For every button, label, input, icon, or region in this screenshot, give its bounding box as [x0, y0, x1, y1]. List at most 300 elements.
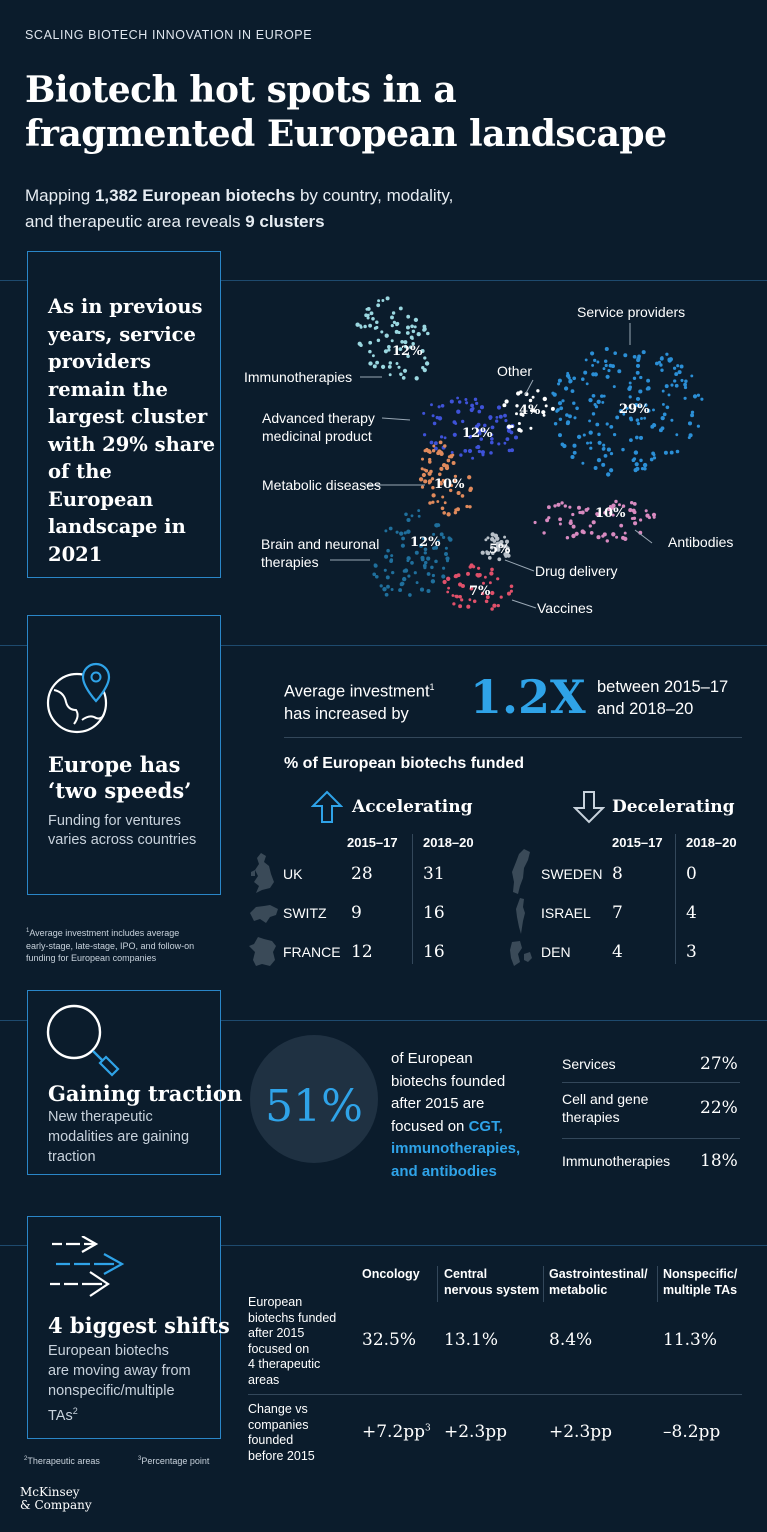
cluster-dot [592, 394, 596, 398]
cluster-dot [364, 313, 368, 317]
dec-col-2015: 2015–17 [612, 835, 663, 850]
cluster-dot [398, 588, 402, 592]
cluster-dot [543, 397, 547, 401]
cluster-dot [387, 348, 390, 351]
cluster-dot [492, 604, 496, 608]
cluster-dot [588, 419, 591, 422]
cluster-dot [646, 387, 649, 390]
cluster-dot [697, 425, 700, 428]
cluster-dot [451, 451, 454, 454]
cluster-dot [372, 354, 375, 357]
traction-3: after 2015 are [391, 1095, 485, 1112]
section2-sub-1: Funding for ventures [48, 813, 181, 829]
cluster-dot [569, 521, 573, 525]
cluster-dot [596, 361, 599, 364]
cluster-dot [416, 581, 419, 584]
cluster-dot [637, 355, 641, 359]
cluster-dot [444, 552, 448, 556]
cluster-dot [595, 423, 599, 427]
dec-country: ISRAEL [541, 905, 591, 921]
cluster-dot [490, 568, 494, 572]
cluster-dot [504, 442, 507, 445]
cluster-dot [604, 359, 607, 362]
cluster-dot [406, 331, 410, 335]
cluster-dot [635, 436, 639, 440]
cluster-dot [442, 580, 446, 584]
cluster-dot [467, 475, 471, 479]
cluster-dot [663, 413, 667, 417]
cluster-dot [664, 451, 668, 455]
shift-row1-label [248, 1295, 336, 1388]
cluster-dot [490, 591, 494, 595]
cluster-dot [368, 361, 372, 365]
cluster-dot [473, 600, 477, 604]
traction-row-value: 27% [700, 1054, 738, 1074]
cluster-dot [515, 412, 518, 415]
investment-value: 1.2X [470, 670, 586, 724]
cluster-dot [639, 436, 643, 440]
cluster-dot [439, 441, 443, 445]
cluster-dot [442, 567, 445, 570]
cluster-dot [497, 442, 500, 445]
cluster-dot [387, 345, 391, 349]
subtitle-bold-count: 1,382 European biotechs [94, 186, 296, 205]
cluster-dot [597, 458, 601, 462]
pct-drug: 5% [489, 542, 511, 557]
cluster-dot [630, 501, 633, 504]
cluster-dot [553, 504, 556, 507]
shift-column-header-1: Nonspecific/ [663, 1267, 738, 1281]
cluster-dot [572, 376, 576, 380]
cluster-dot [375, 361, 379, 365]
cluster-dot [432, 574, 435, 577]
cluster-dot [399, 372, 402, 375]
cluster-dot [423, 566, 426, 569]
cluster-dot [380, 330, 383, 333]
cluster-dot [503, 536, 506, 539]
cluster-dot [606, 375, 610, 379]
traction-rule [562, 1082, 740, 1083]
section4-sub-4-sup: 2 [72, 1406, 78, 1416]
traction-2: biotechs founded [391, 1072, 506, 1090]
dec-value-2015: 7 [612, 903, 623, 923]
cluster-dot [434, 560, 438, 564]
section2-subtitle [48, 812, 196, 850]
cluster-dot [463, 449, 467, 453]
label-vaccines: Vaccines [537, 600, 593, 616]
cluster-dot [660, 356, 663, 359]
cluster-dot [518, 422, 521, 425]
shift-column-header-1: Gastrointestinal/ [549, 1267, 648, 1281]
section2-sub-2: varies across countries [48, 832, 197, 848]
traction-rule [562, 1138, 740, 1139]
cluster-dot [440, 435, 443, 438]
cluster-dot [566, 536, 569, 539]
cluster-dot [632, 458, 636, 462]
cluster-dot [426, 332, 430, 336]
traction-row-label-1: Cell and gene [562, 1091, 649, 1107]
cluster-dot [434, 441, 438, 445]
cluster-dot [559, 522, 562, 525]
cluster-dot [442, 511, 446, 515]
cluster-dot [636, 397, 640, 401]
cluster-dot [475, 402, 478, 405]
cluster-dot [391, 339, 394, 342]
label-brain [261, 535, 379, 571]
inv-right-2: and 2018–20 [597, 700, 694, 718]
cluster-dot [386, 585, 390, 589]
section3-sub-3: traction [48, 1149, 96, 1165]
cluster-dot [697, 394, 700, 397]
cluster-dot [609, 425, 613, 429]
cluster-dot [639, 459, 642, 462]
cluster-dot [404, 513, 408, 517]
cluster-dot [368, 324, 372, 328]
cluster-dot [519, 429, 522, 432]
cluster-dot [396, 322, 400, 326]
cluster-dot [484, 538, 487, 541]
cluster-dot [381, 299, 384, 302]
cluster-dot [558, 401, 562, 405]
subtitle [25, 183, 453, 235]
cluster-dot [374, 327, 377, 330]
investment-period [597, 676, 728, 720]
cluster-dot [407, 575, 410, 578]
cluster-dot [665, 384, 669, 388]
cluster-dot [489, 572, 492, 575]
shift-row2-label-line: founded [248, 1433, 294, 1447]
cluster-dot [491, 532, 495, 536]
cluster-dot [423, 479, 427, 483]
cluster-dot [386, 575, 390, 579]
cluster-dot [623, 353, 627, 357]
label-service-providers: Service providers [577, 304, 686, 320]
cluster-dot [372, 572, 376, 576]
shift-column-header-2: nervous system [444, 1283, 540, 1297]
cluster-dot [586, 382, 589, 385]
cluster-dot [629, 395, 632, 398]
shift-change-sup: 3 [425, 1423, 431, 1434]
cluster-dot [566, 421, 570, 425]
cluster-dot [593, 359, 596, 362]
cluster-dot [397, 366, 400, 369]
cluster-dot [586, 442, 589, 445]
section3-title: Gaining traction [48, 1081, 243, 1106]
cluster-dot [597, 400, 601, 404]
cluster-dot [581, 529, 585, 533]
cluster-dot [490, 441, 494, 445]
footnote-3-sup: 3 [138, 1456, 142, 1462]
shift-column-divider [437, 1266, 438, 1302]
cluster-dot [568, 506, 571, 509]
cluster-dot [652, 513, 656, 517]
cluster-dot [423, 368, 427, 372]
traction-row-label [562, 1055, 616, 1073]
shift-column-divider [657, 1266, 658, 1302]
dec-country: DEN [541, 944, 571, 960]
cluster-dot [670, 451, 674, 455]
section2-title [48, 752, 191, 804]
cluster-dot [442, 463, 446, 467]
cluster-dot [634, 450, 638, 454]
cluster-dot [627, 387, 631, 391]
cluster-dot [451, 594, 454, 597]
cluster-dot [422, 325, 426, 329]
cluster-dot [388, 365, 392, 369]
acc-value-2018: 31 [423, 864, 445, 884]
cluster-dot [447, 587, 450, 590]
cluster-dot [590, 531, 594, 535]
cluster-dot [615, 536, 618, 539]
cluster-dot [589, 524, 592, 527]
cluster-dot [402, 376, 406, 380]
footnote-1-line-2: early-stage, late-stage, IPO, and follow-on [26, 940, 195, 951]
cluster-dot [551, 407, 555, 411]
cluster-dot [453, 420, 457, 424]
cluster-dot [432, 449, 435, 452]
cluster-dot [614, 500, 617, 503]
label-antibodies: Antibodies [668, 534, 734, 550]
cluster-dot [641, 467, 644, 470]
cluster-dot [468, 449, 472, 453]
cluster-dot [629, 382, 632, 385]
cluster-dot [606, 422, 609, 425]
cluster-dot [371, 317, 375, 321]
cluster-dot [613, 385, 616, 388]
cluster-dot [636, 364, 640, 368]
cluster-dot [411, 514, 414, 517]
cluster-dot [676, 450, 680, 454]
shift-arrows-icon [46, 1236, 130, 1302]
shift-row2-label-line: before 2015 [248, 1448, 315, 1463]
cluster-dot [598, 441, 602, 445]
cluster-dot [591, 364, 594, 367]
cluster-dot [368, 350, 372, 354]
section3-sub-2: modalities are gaining [48, 1129, 190, 1145]
footnote-2-text: Therapeutic areas [27, 1456, 100, 1466]
cluster-dot [421, 467, 424, 470]
acc-col-2015: 2015–17 [347, 835, 398, 850]
cluster-dot [414, 318, 418, 322]
cluster-dot [496, 416, 499, 419]
cluster-dot [624, 532, 627, 535]
cluster-dot [465, 401, 468, 404]
cluster-dot [559, 406, 563, 410]
cluster-dot [377, 339, 380, 342]
cluster-dot [389, 361, 392, 364]
cluster-dot [503, 414, 507, 418]
cluster-dot [428, 501, 432, 505]
leader-line [512, 600, 536, 608]
shift-row1-label-line: areas [248, 1372, 280, 1387]
cluster-dot [446, 591, 449, 594]
cluster-dot [545, 404, 548, 407]
cluster-dot [570, 455, 574, 459]
cluster-dot [423, 468, 426, 471]
cluster-dot [684, 379, 687, 382]
cluster-dot [675, 433, 678, 436]
cluster-dot [585, 358, 588, 361]
cluster-dot [471, 457, 474, 460]
cluster-dot [514, 435, 518, 439]
cluster-dot [403, 369, 407, 373]
cluster-dot [609, 468, 613, 472]
cluster-dot [376, 303, 380, 307]
subtitle-pre: Mapping [25, 186, 95, 205]
cluster-dot [441, 574, 445, 578]
cluster-dot [433, 422, 437, 426]
cluster-dot [680, 379, 683, 382]
cluster-dot [391, 571, 394, 574]
cluster-dot [485, 599, 489, 603]
cluster-dot [499, 415, 503, 419]
cluster-dot [635, 462, 639, 466]
pct-brain: 12% [410, 535, 441, 550]
cluster-dot [443, 444, 446, 447]
cluster-dot [604, 454, 608, 458]
label-brain-1: Brain and neuronal [261, 536, 380, 552]
cluster-dot [607, 448, 611, 452]
cluster-dot [662, 390, 665, 393]
cluster-dot [410, 561, 414, 565]
cluster-dot [529, 399, 532, 402]
cluster-dot [427, 472, 431, 476]
cluster-dot [560, 501, 563, 504]
cluster-dot [406, 315, 410, 319]
label-other: Other [497, 363, 533, 379]
cluster-dot [399, 306, 403, 310]
cluster-dot [377, 299, 380, 302]
acc-value-2018: 16 [423, 942, 445, 962]
cluster-dot [489, 451, 493, 455]
cluster-dot [651, 452, 655, 456]
cluster-dot [412, 330, 415, 333]
cluster-dot [557, 382, 560, 385]
funded-title: % of European biotechs funded [284, 755, 525, 772]
cluster-dot [395, 330, 399, 334]
cluster-dot [643, 417, 646, 420]
cluster-dot [573, 451, 577, 455]
acc-country: FRANCE [283, 944, 341, 960]
footnote-1 [26, 925, 194, 965]
cluster-dot [484, 576, 487, 579]
cluster-dot [358, 342, 362, 346]
cluster-dot [404, 568, 408, 572]
israel-map-icon [514, 897, 528, 935]
cluster-dot [489, 417, 492, 420]
cluster-dot [555, 410, 558, 413]
label-metabolic: Metabolic diseases [262, 477, 382, 493]
cluster-dot [384, 569, 387, 572]
cluster-dot [581, 377, 585, 381]
label-brain-2: therapies [261, 554, 319, 570]
shift-share-value: 11.3% [663, 1330, 718, 1350]
cluster-dot [507, 425, 511, 429]
cluster-dot [610, 452, 613, 455]
cluster-dot [399, 531, 403, 535]
cluster-dot [427, 572, 431, 576]
cluster-dot [690, 374, 693, 377]
cluster-dot [561, 399, 564, 402]
cluster-dot [415, 551, 419, 555]
cluster-dot [662, 403, 665, 406]
cluster-dot [431, 579, 435, 583]
traction-row-label [562, 1090, 648, 1126]
cluster-dot [414, 571, 417, 574]
label-drug-delivery: Drug delivery [535, 563, 618, 579]
cluster-dot [396, 531, 399, 534]
section2-title-1: Europe has [48, 752, 181, 777]
cluster-dot [401, 537, 405, 541]
cluster-dot [506, 437, 510, 441]
cluster-dot [575, 532, 579, 536]
inv-right-1: between 2015–17 [597, 678, 729, 696]
cluster-dot [603, 395, 606, 398]
cluster-dot [673, 379, 676, 382]
cluster-dot [637, 422, 640, 425]
cluster-dot [460, 598, 463, 601]
dec-value-2018: 0 [686, 864, 697, 884]
cluster-dot [452, 602, 455, 605]
cluster-dot [452, 461, 456, 465]
cluster-dot [430, 441, 434, 445]
cluster-dot [693, 394, 697, 398]
cluster-dot [658, 361, 661, 364]
section4-subtitle [48, 1341, 191, 1426]
traction-text [391, 1048, 520, 1183]
traction-1: of European [391, 1050, 473, 1067]
cluster-dot [597, 433, 600, 436]
cluster-dot [661, 426, 665, 430]
cluster-dot [621, 448, 624, 451]
cluster-dot [648, 516, 651, 519]
title-line-2: fragmented European landscape [25, 113, 667, 155]
cluster-dot [360, 326, 363, 329]
cluster-dot [426, 557, 430, 561]
subtitle-line2: and therapeutic area reveals [25, 212, 246, 231]
shift-row2-label [248, 1402, 315, 1464]
shift-column-header-2: metabolic [549, 1283, 608, 1297]
footnote-2 [24, 1456, 100, 1466]
label-atmp-1: Advanced therapy [262, 410, 375, 426]
cluster-dot [478, 450, 481, 453]
arrow-down-icon [573, 790, 605, 824]
cluster-dot [375, 320, 379, 324]
footnote-3-text: Percentage point [141, 1456, 210, 1466]
footnote-1-line-3: funding for European companies [26, 953, 157, 963]
cluster-dot [450, 399, 454, 403]
section4-sub-1: European biotechs [48, 1343, 169, 1359]
cluster-dot [575, 407, 579, 411]
magnifier-icon [45, 1003, 123, 1077]
cluster-dot [534, 521, 537, 524]
mckinsey-logo [20, 1486, 92, 1512]
cluster-dot [571, 389, 575, 393]
cluster-map [228, 285, 767, 630]
cluster-dot [385, 593, 389, 597]
cluster-dot [628, 508, 632, 512]
cluster-dot [596, 535, 600, 539]
cluster-dot [613, 351, 617, 355]
cluster-dot [547, 516, 550, 519]
investment-rule [284, 737, 742, 738]
cluster-dot [510, 585, 514, 589]
cluster-dot [421, 458, 424, 461]
dec-col-2018: 2018–20 [686, 835, 737, 850]
cluster-dot [634, 468, 638, 472]
cluster-dot [415, 376, 419, 380]
cluster-dot [558, 517, 562, 521]
